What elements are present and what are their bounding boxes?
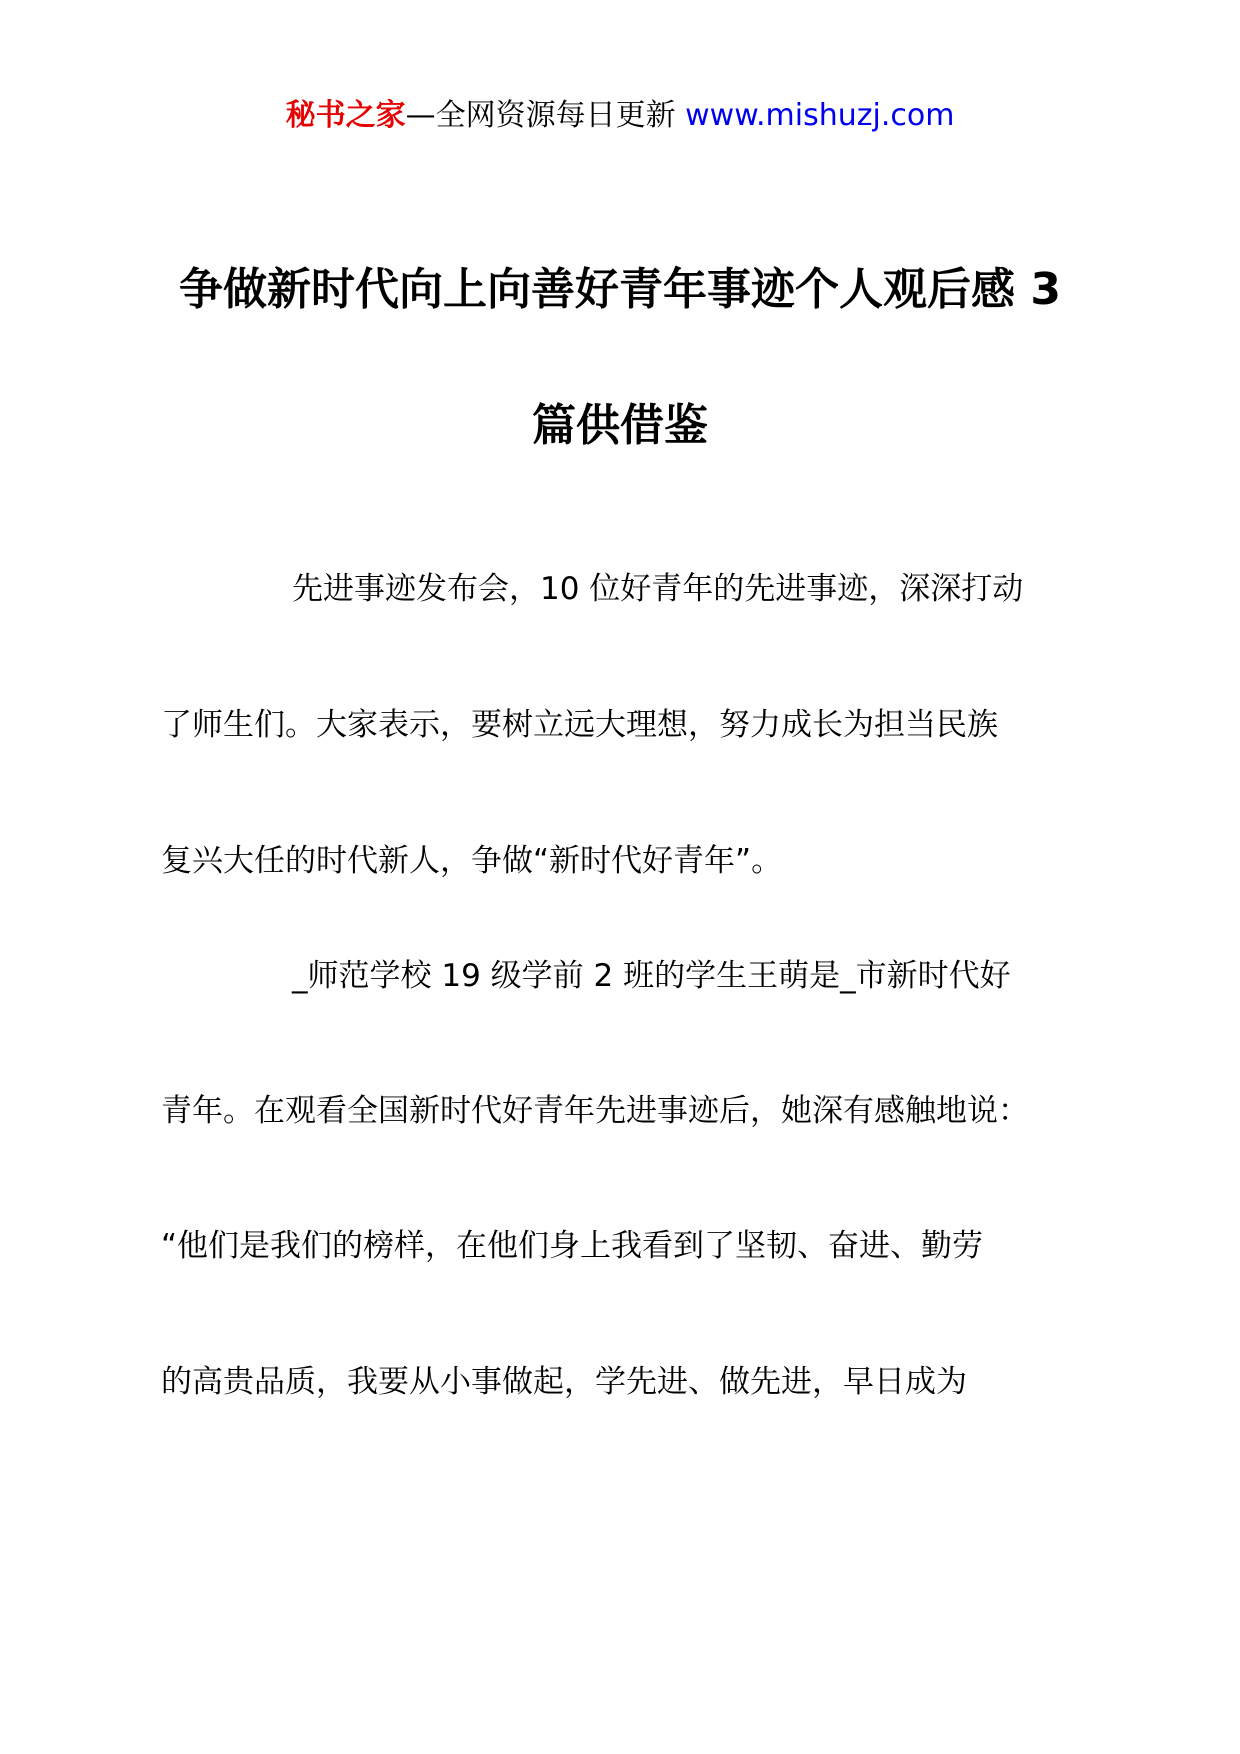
paragraph-2-line-3: “他们是我们的榜样，在他们身上我看到了坚韧、奋进、勤劳 (161, 1228, 984, 1264)
site-url-link[interactable]: www.mishuzj.com (685, 98, 955, 133)
paragraph-2-line-2: 青年。在观看全国新时代好青年先进事迹后，她深有感触地说： (161, 1093, 1029, 1129)
paragraph-1-line-2: 了师生们。大家表示，要树立远大理想，努力成长为担当民族 (161, 707, 998, 743)
paragraph-1-line-3: 复兴大任的时代新人，争做“新时代好青年”。 (161, 843, 783, 879)
paragraph-1-line-1: 先进事迹发布会，10 位好青年的先进事迹，深深打动 (292, 571, 1024, 607)
document-title-line-2: 篇供借鉴 (532, 400, 708, 451)
document-title-line-1: 争做新时代向上向善好青年事迹个人观后感 3 (179, 264, 1061, 315)
header-slogan: —全网资源每日更新 (405, 98, 686, 133)
brand-name: 秘书之家 (285, 98, 406, 133)
page-header (0, 96, 1240, 136)
paragraph-2-line-4: 的高贵品质，我要从小事做起，学先进、做先进，早日成为 (161, 1364, 967, 1400)
paragraph-2-line-1: _师范学校 19 级学前 2 班的学生王萌是_市新时代好 (292, 958, 1011, 994)
